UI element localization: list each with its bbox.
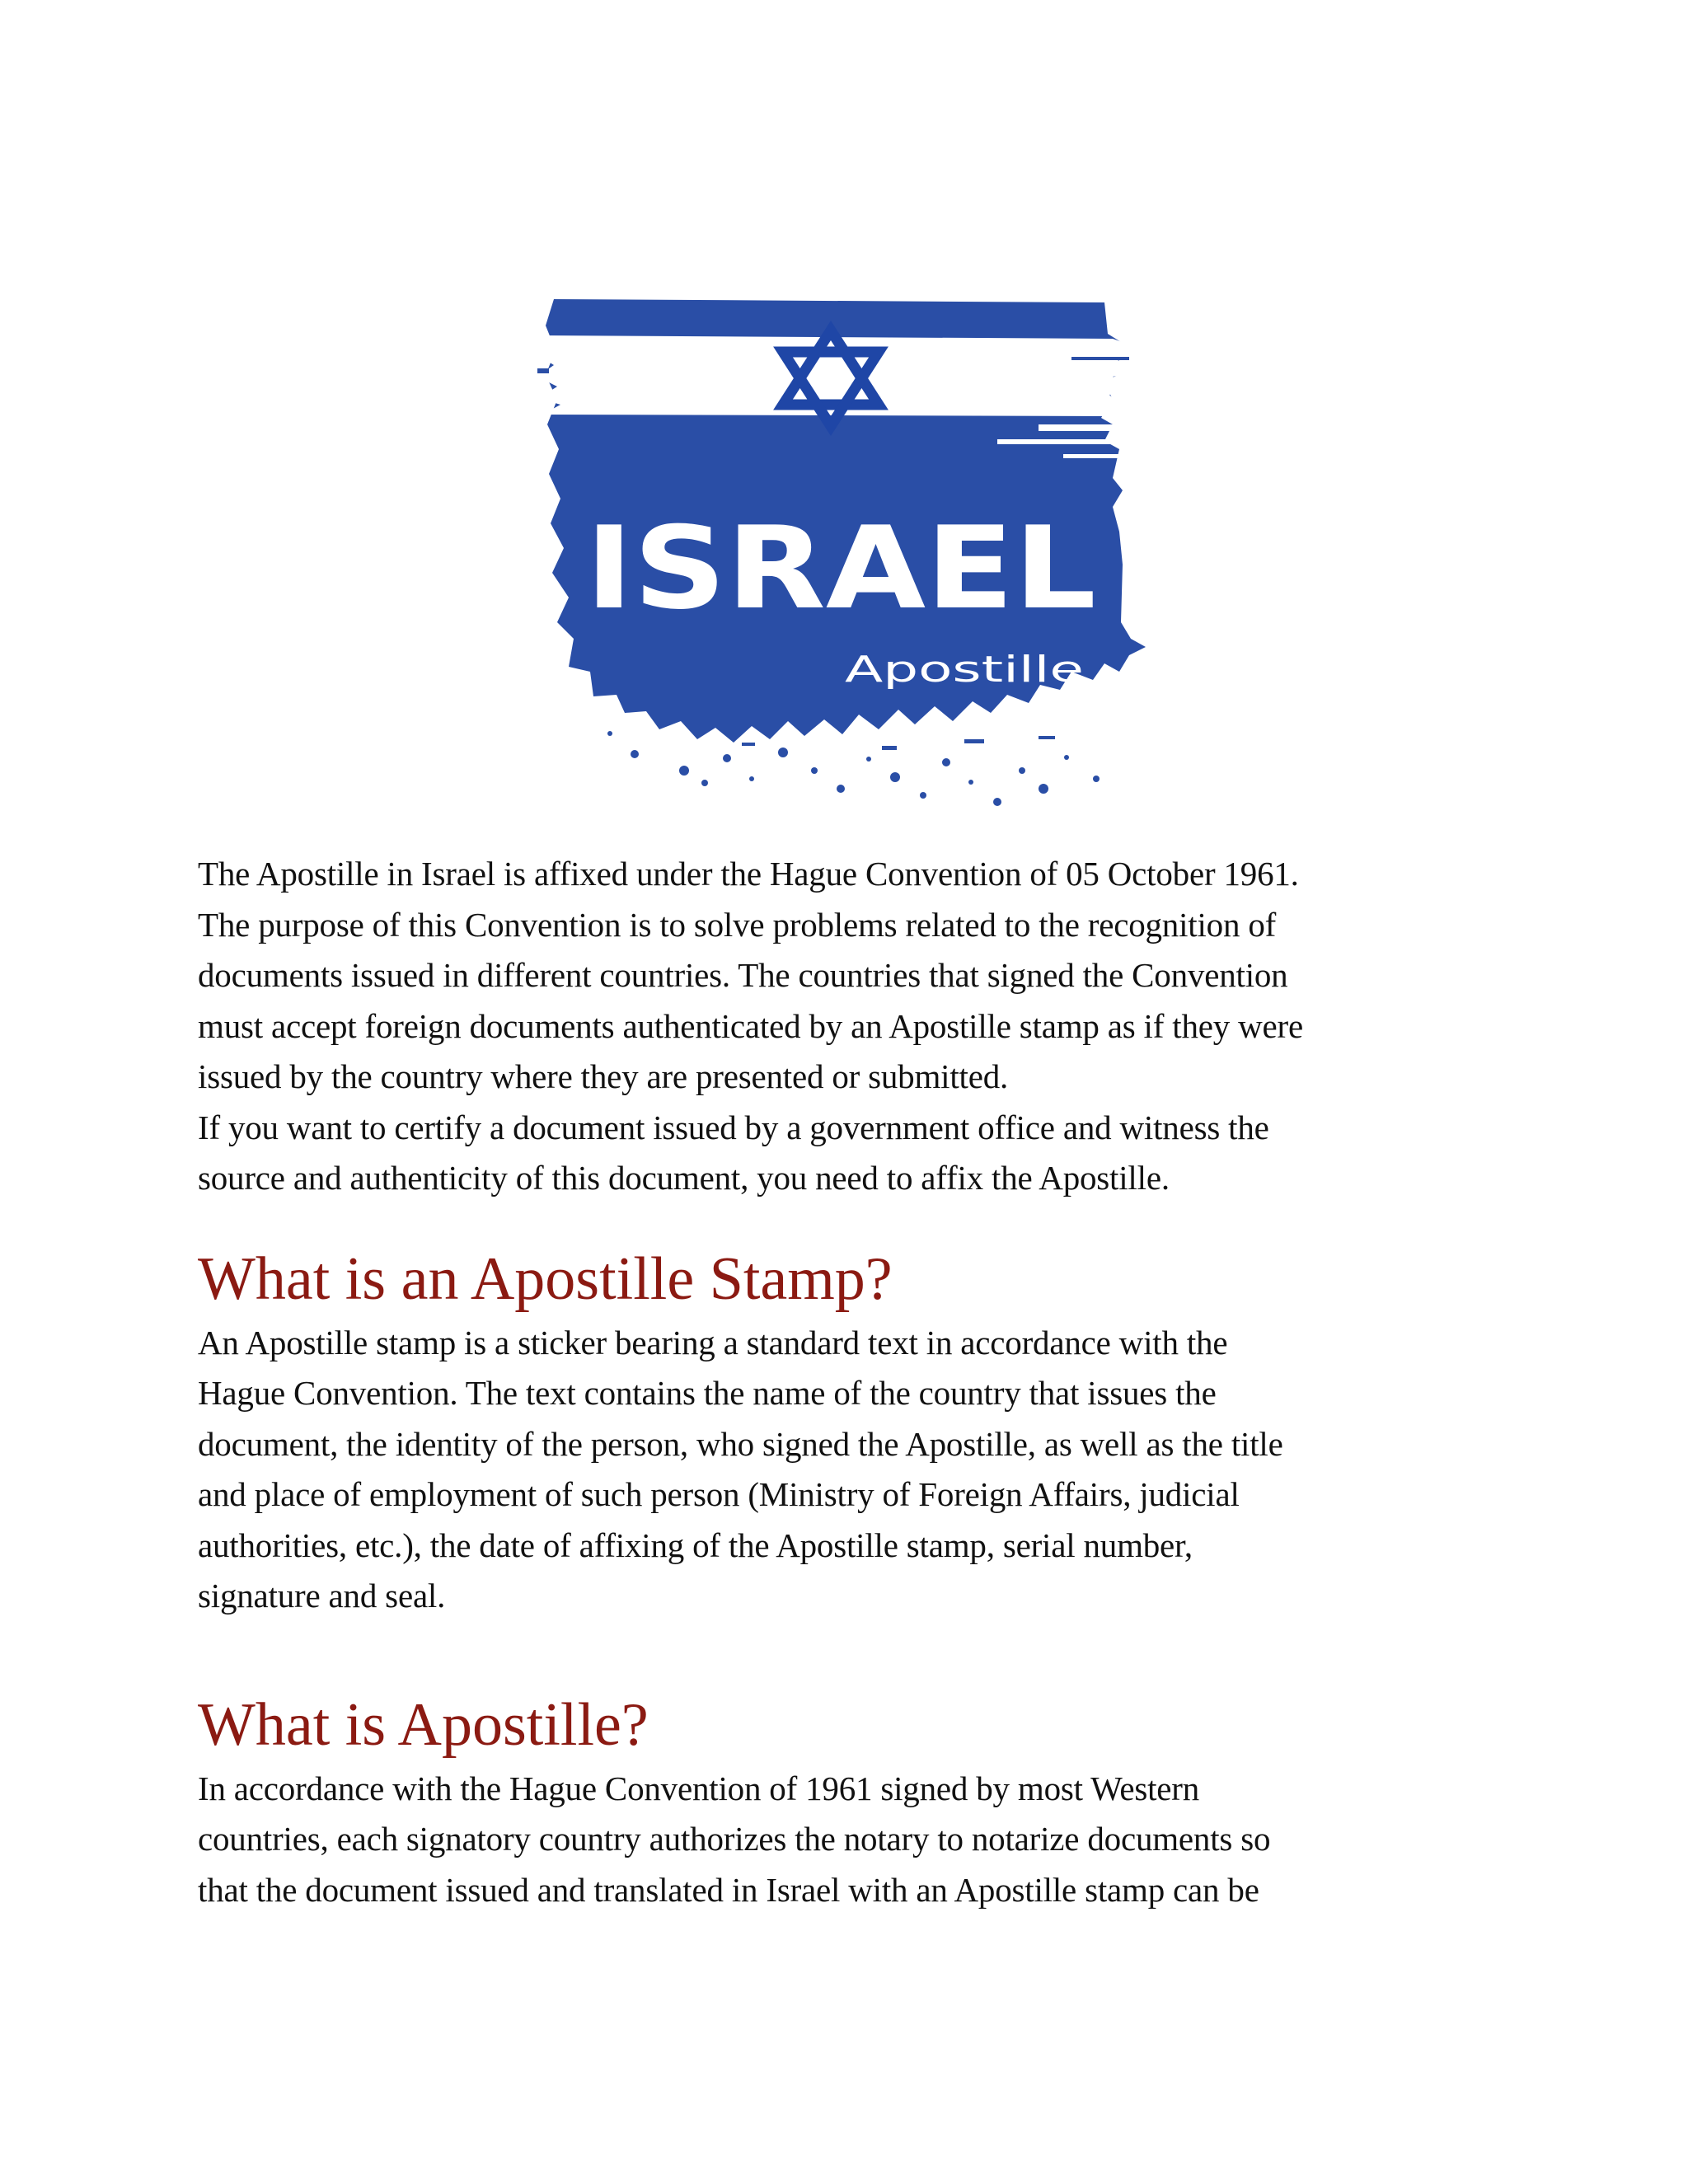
israel-apostille-logo (536, 284, 1162, 828)
text-line: signature and seal. (198, 1577, 446, 1615)
logo-streak (1063, 454, 1129, 458)
logo-title: ISRAEL (585, 502, 1096, 635)
text-line: authorities, etc.), the date of affixing of the Apostille stamp, serial number, (198, 1526, 1193, 1564)
text-line: The purpose of this Convention is to solve problems related to the recognition of (198, 905, 1277, 944)
section-heading-apostille-stamp: What is an Apostille Stamp? (198, 1244, 893, 1313)
logo-streak (997, 439, 1121, 444)
text-line: If you want to certify a document issued by a government office and witness the (198, 1108, 1269, 1146)
text-line: Hague Convention. The text contains the name of the country that issues the (198, 1374, 1217, 1412)
text-line: The Apostille in Israel is affixed under the Hague Convention of 05 October 1961. (198, 855, 1299, 893)
text-line: issued by the country where they are presented or submitted. (198, 1057, 1009, 1095)
section-heading-what-is-apostille: What is Apostille? (198, 1690, 649, 1759)
text-line: documents issued in different countries. The countries that signed the Convention (198, 956, 1288, 994)
text-line: must accept foreign documents authenticated by an Apostille stamp as if they were (198, 1006, 1303, 1045)
text-line: An Apostille stamp is a sticker bearing a standard text in accordance with the (198, 1323, 1228, 1361)
text-line: countries, each signatory country authorizes the notary to notarize documents so (198, 1820, 1271, 1858)
logo-streak (537, 368, 549, 373)
text-line: and place of employment of such person (Ministry of Foreign Affairs, judicial (198, 1475, 1240, 1513)
what-is-apostille-paragraph (198, 1764, 1484, 1916)
document-body (198, 849, 1484, 1915)
logo-subtitle: Apostille (845, 649, 1084, 691)
logo-splatter (607, 731, 1100, 806)
intro-paragraph (198, 849, 1484, 1204)
logo-streak (1039, 424, 1129, 431)
apostille-stamp-paragraph (198, 1318, 1484, 1622)
text-line: source and authenticity of this document, you need to affix the Apostille. (198, 1159, 1170, 1197)
logo-streak (1071, 357, 1129, 360)
text-line: document, the identity of the person, who signed the Apostille, as well as the title (198, 1424, 1283, 1463)
text-line: that the document issued and translated in Israel with an Apostille stamp can be (198, 1870, 1259, 1909)
text-line: In accordance with the Hague Convention of 1961 signed by most Western (198, 1769, 1200, 1807)
